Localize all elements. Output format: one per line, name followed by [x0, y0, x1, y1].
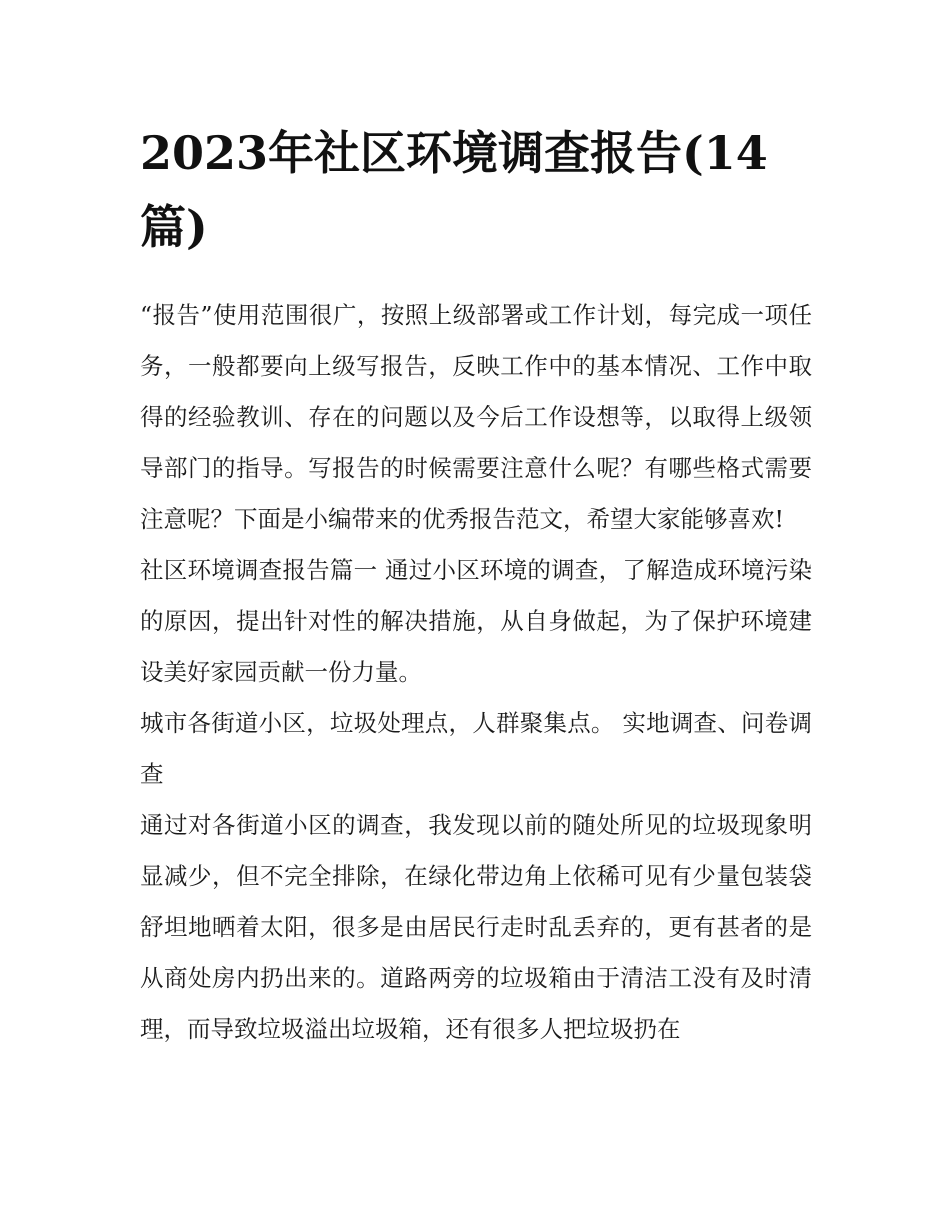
document-body: [140, 290, 812, 1055]
paragraph-findings: 通过对各街道小区的调查，我发现以前的随处所见的垃圾现象明显减少，但不完全排除，在绿化带边角上依稀可见有少量包装袋舒坦地晒着太阳，很多是由居民行走时乱丢弃的，更有甚者的是从商处房内扔出来的。道路两旁的垃圾箱由于清洁工没有及时清理，而导致垃圾溢出垃圾箱，还有很多人把垃圾扔在: [140, 811, 812, 1043]
paragraph-scope-method: 城市各街道小区，垃圾处理点，人群聚集点。 实地调查、问卷调查: [140, 709, 812, 788]
paragraph-intro: “报告”使用范围很广，按照上级部署或工作计划，每完成一项任务，一般都要向上级写报告，反映工作中的基本情况、工作中取得的经验教训、存在的问题以及今后工作设想等，以取得上级领导部门的指导。写报告的时候需要注意什么呢？有哪些格式需要注意呢？下面是小编带来的优秀报告范文，希望大家能够喜欢!: [140, 301, 812, 533]
document-title: 2023年社区环境调查报告(14篇): [140, 126, 768, 254]
paragraph-purpose: 社区环境调查报告篇一 通过小区环境的调查，了解造成环境污染的原因，提出针对性的解决措施，从自身做起，为了保护环境建设美好家园贡献一份力量。: [140, 556, 812, 686]
